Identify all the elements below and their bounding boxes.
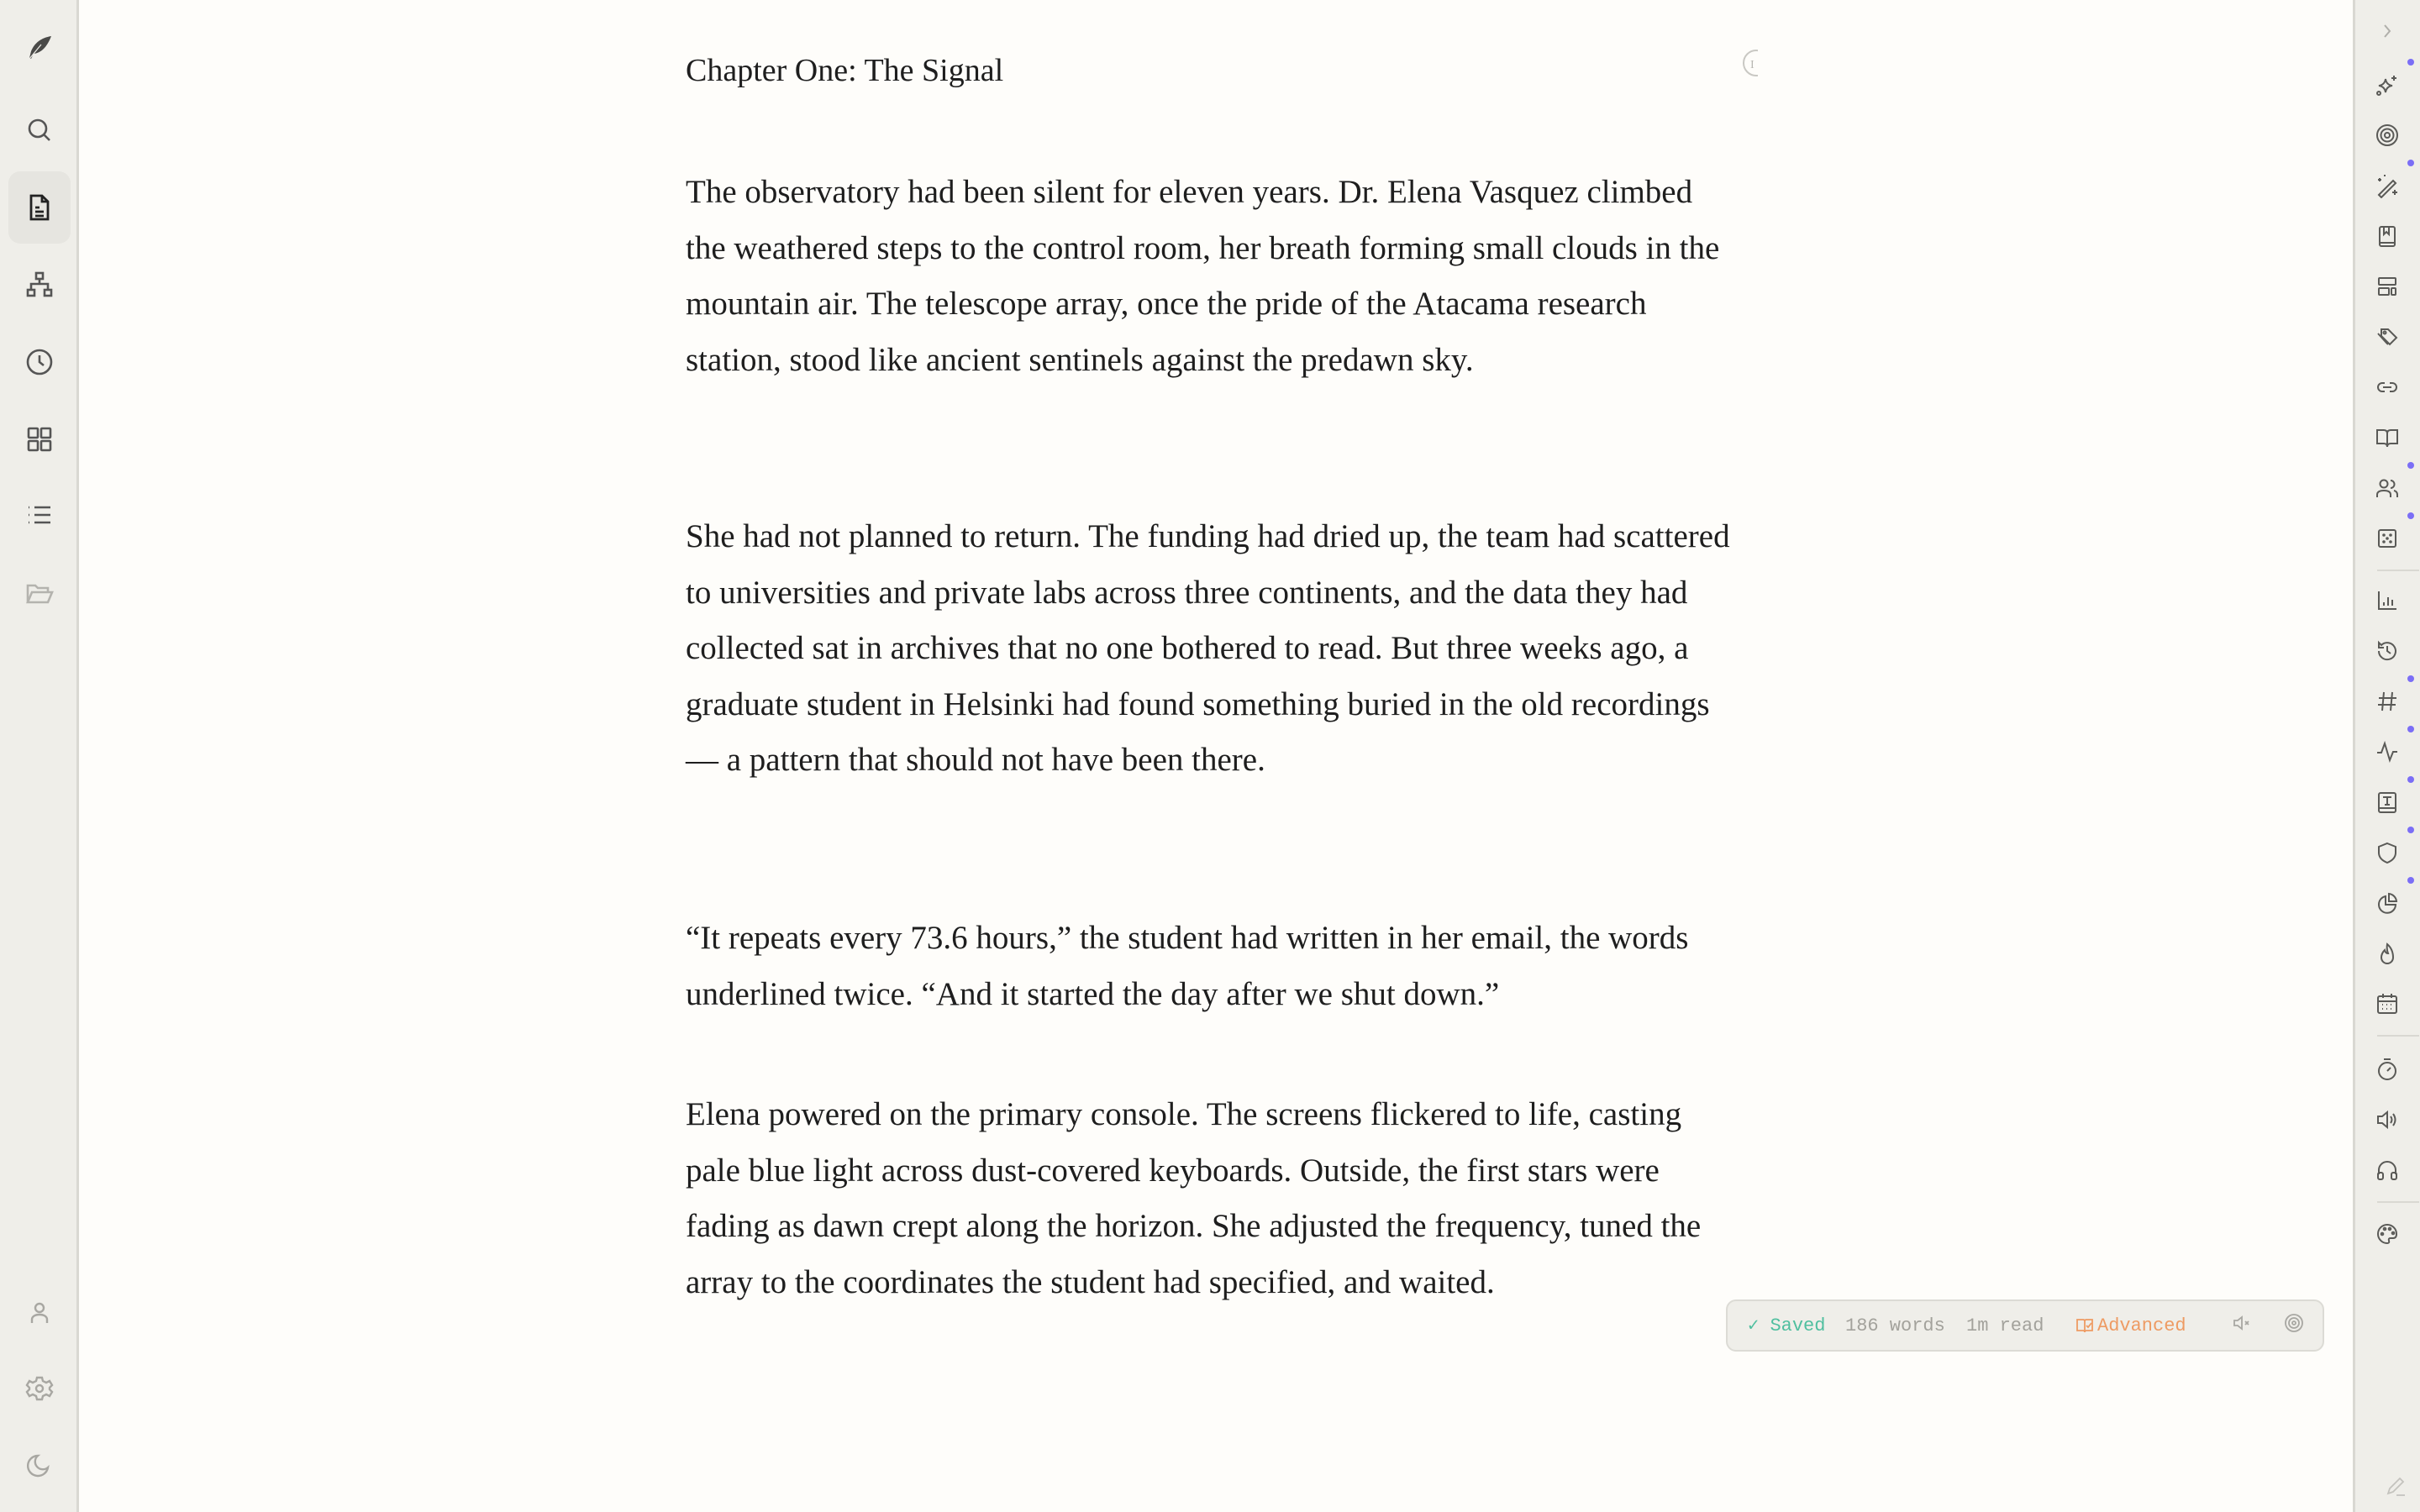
goals-button[interactable] [2364,114,2411,156]
bar-chart-icon [2375,588,2400,613]
notification-dot [2407,726,2414,732]
volume-mute-icon [2232,1313,2252,1333]
notification-dot [2407,59,2414,66]
notification-dot [2407,462,2414,469]
paragraph-marker[interactable] [1734,48,1758,78]
list-icon [24,500,55,530]
calendar-icon [2375,991,2400,1016]
user-icon [24,1298,55,1328]
target-icon [2284,1313,2304,1333]
edit-mode-button[interactable] [2372,1465,2419,1507]
notification-dot [2407,827,2414,833]
mute-button[interactable] [2232,1313,2252,1339]
pencil-icon [2383,1473,2408,1499]
reader-button[interactable] [2364,417,2411,459]
right-toolbar [2353,0,2420,1512]
focus-target-button[interactable] [2284,1313,2304,1339]
tags-button[interactable] [2364,316,2411,358]
read-time: 1m read [1966,1315,2044,1336]
chapter-title[interactable]: Chapter One: The Signal [686,53,1004,88]
pie-chart-icon [2375,890,2400,916]
activity-pulse-icon [2375,739,2400,764]
document-icon [24,192,55,223]
search-button[interactable] [8,94,71,166]
toolbar-divider [2377,1035,2419,1037]
ai-sparkle-button[interactable] [2364,64,2411,106]
settings-button[interactable] [8,1352,71,1425]
calendar-button[interactable] [2364,983,2411,1025]
documents-button[interactable] [8,171,71,244]
characters-button[interactable] [2364,467,2411,509]
headphones-icon [2375,1158,2400,1183]
dice-icon [2375,526,2400,551]
protect-button[interactable] [2364,832,2411,874]
open-book-icon [2375,425,2400,450]
moon-icon [24,1449,55,1479]
volume-icon [2375,1107,2400,1132]
toolbar-divider [2377,570,2419,571]
notification-dot [2407,877,2414,884]
marker-label: I [1750,59,1754,71]
grid-icon [24,424,55,454]
users-icon [2375,475,2400,501]
book-check-icon [2075,1316,2094,1335]
notification-dot [2407,776,2414,783]
revision-history-button[interactable] [2364,630,2411,672]
hashtag-button[interactable] [2364,680,2411,722]
magic-wand-icon [2375,173,2400,198]
profile-button[interactable] [8,1277,71,1349]
outline-button[interactable] [8,249,71,321]
dark-mode-toggle[interactable] [8,1428,71,1500]
bookmark-button[interactable] [2364,215,2411,257]
palette-icon [2375,1221,2400,1247]
history-icon [2375,638,2400,664]
saved-status: ✓ Saved [1748,1315,1826,1336]
sparkles-icon [2375,72,2400,97]
flame-icon [2375,941,2400,966]
book-bookmark-icon [2375,223,2400,249]
target-icon [2375,123,2400,148]
hierarchy-icon [24,270,55,300]
link-icon [2375,375,2400,400]
hashtag-icon [2375,689,2400,714]
notification-dot [2407,675,2414,682]
typography-button[interactable] [2364,781,2411,823]
folder-open-icon [24,579,55,609]
grid-button[interactable] [8,403,71,475]
tags-icon [2375,324,2400,349]
toolbar-divider [2377,1201,2419,1203]
notification-dot [2407,512,2414,519]
paragraph-1[interactable]: The observatory had been silent for eleven years. Dr. Elena Vasquez climbed the weathered steps to the control room, her breath forming small clouds in the mountain air. The telescope array, once the pride of the Atacama research station, stood like ancient sentinels against the predawn sky. [686,174,1720,378]
stopwatch-icon [2375,1057,2400,1082]
list-button[interactable] [8,479,71,551]
logo-button[interactable] [8,12,71,84]
chevron-right-icon [2375,18,2400,44]
timer-button[interactable] [2364,1048,2411,1090]
feather-logo-icon [24,33,55,63]
settings-icon [24,1373,55,1404]
open-folder-button[interactable] [8,558,71,630]
reading-level-button[interactable] [2075,1315,2186,1336]
history-button[interactable] [8,326,71,398]
reading-level-label: Advanced [2097,1315,2186,1336]
paragraph-3[interactable]: “It repeats every 73.6 hours,” the student had written in her email, the words underlined twice. “And it started the day after we shut down.” [686,920,1689,1012]
collapse-panel-button[interactable] [2364,10,2411,52]
layout-icon [2375,274,2400,299]
progress-button[interactable] [2364,882,2411,924]
activity-button[interactable] [2364,731,2411,773]
sound-button[interactable] [2364,1099,2411,1141]
stats-button[interactable] [2364,580,2411,622]
left-sidebar [0,0,79,1512]
paragraph-2[interactable]: She had not planned to return. The funding had dried up, the team had scattered to universities and private labs across three continents, and the data they had collected sat in archives that no one bothered to read. But three weeks ago, a graduate student in Helsinki had found something buried in the old recordings — a pattern that should not have been there. [686,518,1730,778]
magic-wand-button[interactable] [2364,165,2411,207]
random-button[interactable] [2364,517,2411,559]
word-count: 186 words [1845,1315,1945,1336]
book-text-icon [2375,790,2400,815]
links-button[interactable] [2364,366,2411,408]
layout-button[interactable] [2364,265,2411,307]
paragraph-4[interactable]: Elena powered on the primary console. The screens flickered to life, casting pale blue light across dust-covered keyboards. Outside, the first stars were fading as dawn crept along the horizon. She adjusted the frequency, tuned the array to the coordinates the student had specified, and waited. [686,1096,1702,1300]
clock-icon [24,347,55,377]
ambient-audio-button[interactable] [2364,1149,2411,1191]
notification-dot [2407,160,2414,166]
status-bar [1726,1299,2324,1352]
streak-button[interactable] [2364,932,2411,974]
theme-button[interactable] [2364,1213,2411,1255]
search-icon [24,115,55,145]
shield-icon [2375,840,2400,865]
